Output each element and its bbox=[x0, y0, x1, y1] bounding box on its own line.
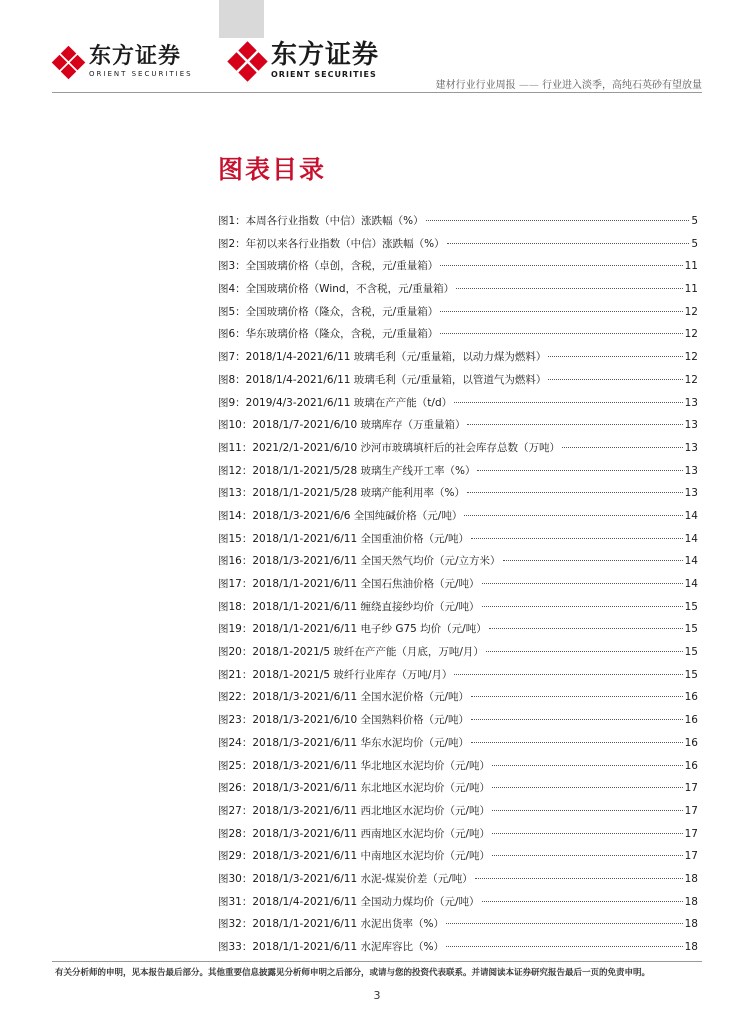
toc-item-label: 图6：华东玻璃价格（隆众，含税，元/重量箱） bbox=[218, 328, 439, 341]
toc-item[interactable] bbox=[218, 758, 698, 781]
toc-item-page: 14 bbox=[684, 555, 698, 568]
toc-item-label: 图11：2021/2/1-2021/6/10 沙河市玻璃填杆后的社会库存总数（万吨） bbox=[218, 441, 560, 454]
toc-item[interactable] bbox=[218, 803, 698, 826]
toc-item-page: 16 bbox=[684, 691, 698, 704]
toc-item-page: 17 bbox=[684, 782, 698, 795]
logo-mark-icon bbox=[229, 43, 265, 79]
toc-item[interactable] bbox=[218, 372, 698, 395]
toc-item[interactable] bbox=[218, 326, 698, 349]
toc-item-page: 13 bbox=[684, 464, 698, 477]
toc-item-label: 图27：2018/1/3-2021/6/11 西北地区水泥均价（元/吨） bbox=[218, 804, 491, 817]
logo-mark-icon bbox=[53, 47, 83, 77]
toc-item[interactable] bbox=[218, 826, 698, 849]
toc-item[interactable] bbox=[218, 939, 698, 962]
toc-item-label: 图1：本周各行业指数（中信）涨跌幅（%） bbox=[218, 215, 424, 227]
toc-item[interactable] bbox=[218, 236, 698, 259]
toc-item-page: 14 bbox=[684, 578, 698, 590]
toc-item-page: 13 bbox=[684, 419, 698, 432]
toc-item-page: 14 bbox=[684, 509, 698, 522]
toc-item[interactable] bbox=[218, 644, 698, 667]
toc-item-page: 18 bbox=[684, 941, 698, 953]
toc-item-label: 图14：2018/1/3-2021/6/6 全国纯碱价格（元/吨） bbox=[218, 509, 463, 522]
toc-item-label: 图26：2018/1/3-2021/6/11 东北地区水泥均价（元/吨） bbox=[218, 782, 491, 795]
toc-leader-dots bbox=[446, 946, 683, 947]
toc-leader-dots bbox=[562, 447, 683, 448]
toc-item[interactable] bbox=[218, 689, 698, 712]
toc-item[interactable] bbox=[218, 508, 698, 531]
toc-item-label: 图15：2018/1/1-2021/6/11 全国重油价格（元/吨） bbox=[218, 532, 470, 545]
toc-leader-dots bbox=[467, 424, 682, 425]
toc-leader-dots bbox=[475, 878, 683, 879]
toc-leader-dots bbox=[489, 628, 683, 629]
toc-leader-dots bbox=[477, 470, 682, 471]
toc-item[interactable] bbox=[218, 485, 698, 508]
toc-item-label: 图16：2018/1/3-2021/6/11 全国天然气均价（元/立方米） bbox=[218, 555, 501, 568]
toc-leader-dots bbox=[454, 674, 682, 675]
toc-item-label: 图24：2018/1/3-2021/6/11 华东水泥均价（元/吨） bbox=[218, 736, 470, 749]
toc-leader-dots bbox=[471, 696, 683, 697]
logo-en-text: ORIENT SECURITIES bbox=[271, 70, 377, 79]
orient-securities-logo-secondary bbox=[229, 42, 379, 79]
toc-leader-dots bbox=[548, 379, 682, 380]
toc-leader-dots bbox=[440, 265, 682, 266]
toc-leader-dots bbox=[447, 243, 690, 244]
toc-item-label: 图23：2018/1/3-2021/6/10 全国熟料价格（元/吨） bbox=[218, 714, 470, 727]
toc-leader-dots bbox=[426, 220, 690, 221]
toc-leader-dots bbox=[454, 402, 683, 403]
toc-leader-dots bbox=[492, 855, 683, 856]
toc-item-label: 图7：2018/1/4-2021/6/11 玻璃毛利（元/重量箱，以动力煤为燃料） bbox=[218, 351, 547, 364]
toc-item[interactable] bbox=[218, 871, 698, 894]
toc-item[interactable] bbox=[218, 553, 698, 576]
logo-cn-text: 东方证券 bbox=[89, 44, 182, 69]
toc-item-label: 图28：2018/1/3-2021/6/11 西南地区水泥均价（元/吨） bbox=[218, 827, 491, 840]
toc-item-page: 14 bbox=[684, 532, 698, 545]
toc-item-page: 15 bbox=[684, 600, 698, 613]
toc-item-label: 图25：2018/1/3-2021/6/11 华北地区水泥均价（元/吨） bbox=[218, 759, 491, 772]
toc-item-page: 12 bbox=[684, 328, 698, 341]
toc-title: 图表目录 bbox=[218, 155, 327, 184]
report-header-title bbox=[436, 76, 702, 91]
toc-item-label: 图21：2018/1-2021/5 玻纤行业库存（万吨/月） bbox=[218, 668, 453, 681]
toc-item-page: 11 bbox=[684, 283, 698, 296]
toc-item-page: 11 bbox=[684, 260, 698, 273]
footer-divider bbox=[52, 961, 702, 962]
toc-item[interactable] bbox=[218, 258, 698, 281]
toc-item-label: 图29：2018/1/3-2021/6/11 中南地区水泥均价（元/吨） bbox=[218, 850, 491, 863]
toc-item[interactable] bbox=[218, 531, 698, 554]
toc-item-label: 图5：全国玻璃价格（隆众，含税，元/重量箱） bbox=[218, 305, 439, 318]
orient-securities-logo bbox=[53, 46, 193, 78]
toc-item[interactable] bbox=[218, 281, 698, 304]
toc-leader-dots bbox=[464, 515, 682, 516]
toc-item[interactable] bbox=[218, 213, 698, 236]
toc-item-label: 图10：2018/1/7-2021/6/10 玻璃库存（万重量箱） bbox=[218, 419, 466, 432]
toc-leader-dots bbox=[446, 923, 683, 924]
header-separator: —— bbox=[518, 80, 539, 91]
toc-item[interactable] bbox=[218, 667, 698, 690]
toc-leader-dots bbox=[492, 810, 683, 811]
toc-leader-dots bbox=[471, 742, 683, 743]
toc-item-page: 17 bbox=[684, 804, 698, 817]
toc-item-label: 图19：2018/1/1-2021/6/11 电子纱 G75 均价（元/吨） bbox=[218, 623, 487, 636]
toc-leader-dots bbox=[492, 833, 683, 834]
toc-list bbox=[218, 213, 698, 962]
toc-item[interactable] bbox=[218, 916, 698, 939]
toc-item-page: 12 bbox=[684, 373, 698, 386]
toc-item-page: 15 bbox=[684, 646, 698, 659]
toc-item-page: 17 bbox=[684, 827, 698, 840]
toc-item-page: 13 bbox=[684, 487, 698, 500]
toc-item-page: 16 bbox=[684, 714, 698, 727]
toc-item[interactable] bbox=[218, 712, 698, 735]
toc-item-page: 18 bbox=[684, 895, 698, 908]
header-gray-tab bbox=[219, 0, 264, 38]
toc-leader-dots bbox=[486, 651, 683, 652]
toc-item-page: 13 bbox=[684, 441, 698, 454]
toc-item[interactable] bbox=[218, 848, 698, 871]
disclaimer-text: 有关分析师的申明，见本报告最后部分。其他重要信息披露见分析师申明之后部分，或请与您的投资代表联系。并请阅读本证券研究报告最后一页的免责申明。 bbox=[55, 968, 651, 978]
toc-leader-dots bbox=[482, 606, 683, 607]
toc-item[interactable] bbox=[218, 463, 698, 486]
toc-item[interactable] bbox=[218, 599, 698, 622]
toc-item-label: 图4：全国玻璃价格（Wind，不含税，元/重量箱） bbox=[218, 283, 455, 296]
report-subtitle: 行业进入淡季，高纯石英砂有望放量 bbox=[542, 80, 702, 91]
toc-item-page: 17 bbox=[684, 850, 698, 863]
toc-item-label: 图9：2019/4/3-2021/6/11 玻璃在产产能（t/d） bbox=[218, 396, 453, 409]
toc-leader-dots bbox=[482, 901, 683, 902]
toc-leader-dots bbox=[503, 560, 683, 561]
toc-item-label: 图2：年初以来各行业指数（中信）涨跌幅（%） bbox=[218, 237, 445, 250]
toc-item[interactable] bbox=[218, 894, 698, 917]
toc-leader-dots bbox=[471, 719, 683, 720]
toc-item[interactable] bbox=[218, 780, 698, 803]
toc-item-page: 16 bbox=[684, 759, 698, 772]
toc-item[interactable] bbox=[218, 735, 698, 758]
toc-leader-dots bbox=[456, 288, 683, 289]
toc-leader-dots bbox=[492, 765, 683, 766]
toc-item[interactable] bbox=[218, 440, 698, 463]
toc-item-label: 图8：2018/1/4-2021/6/11 玻璃毛利（元/重量箱，以管道气为燃料） bbox=[218, 373, 547, 386]
toc-item-page: 5 bbox=[691, 237, 698, 250]
toc-item-label: 图20：2018/1-2021/5 玻纤在产产能（月底，万吨/月） bbox=[218, 646, 484, 659]
toc-leader-dots bbox=[492, 787, 683, 788]
toc-leader-dots bbox=[440, 311, 682, 312]
toc-item-page: 13 bbox=[684, 396, 698, 409]
toc-item-page: 18 bbox=[684, 918, 698, 931]
toc-item-label: 图13：2018/1/1-2021/5/28 玻璃产能利用率（%） bbox=[218, 487, 465, 500]
toc-item-label: 图17：2018/1/1-2021/6/11 全国石焦油价格（元/吨） bbox=[218, 578, 480, 590]
toc-item[interactable] bbox=[218, 395, 698, 418]
toc-item-page: 5 bbox=[691, 215, 698, 227]
toc-item-label: 图18：2018/1/1-2021/6/11 缠绕直接纱均价（元/吨） bbox=[218, 600, 480, 613]
logo-cn-text: 东方证券 bbox=[271, 40, 380, 70]
toc-leader-dots bbox=[548, 356, 682, 357]
page-number: 3 bbox=[373, 989, 381, 1002]
toc-item-label: 图30：2018/1/3-2021/6/11 水泥-煤炭价差（元/吨） bbox=[218, 872, 473, 885]
toc-item-page: 12 bbox=[684, 305, 698, 318]
toc-item[interactable] bbox=[218, 417, 698, 440]
toc-item[interactable] bbox=[218, 621, 698, 644]
toc-leader-dots bbox=[471, 538, 683, 539]
toc-item-label: 图3：全国玻璃价格（卓创，含税，元/重量箱） bbox=[218, 260, 439, 273]
toc-item-page: 15 bbox=[684, 623, 698, 636]
toc-item-page: 18 bbox=[684, 872, 698, 885]
logo-en-text: ORIENT SECURITIES bbox=[89, 70, 193, 78]
toc-item-label: 图32：2018/1/1-2021/6/11 水泥出货率（%） bbox=[218, 918, 444, 931]
toc-item[interactable] bbox=[218, 349, 698, 372]
toc-item-page: 12 bbox=[684, 351, 698, 364]
report-series: 建材行业行业周报 bbox=[435, 80, 516, 91]
toc-item-label: 图12：2018/1/1-2021/5/28 玻璃生产线开工率（%） bbox=[218, 464, 476, 477]
header-divider bbox=[52, 92, 702, 93]
toc-leader-dots bbox=[467, 492, 683, 493]
toc-item-label: 图22：2018/1/3-2021/6/11 全国水泥价格（元/吨） bbox=[218, 691, 470, 704]
toc-item[interactable] bbox=[218, 576, 698, 599]
toc-leader-dots bbox=[440, 333, 682, 334]
toc-item-label: 图33：2018/1/1-2021/6/11 水泥库容比（%） bbox=[218, 941, 444, 953]
toc-item[interactable] bbox=[218, 304, 698, 327]
toc-item-page: 16 bbox=[684, 736, 698, 749]
toc-leader-dots bbox=[482, 583, 683, 584]
toc-item-page: 15 bbox=[684, 668, 698, 681]
toc-item-label: 图31：2018/1/4-2021/6/11 全国动力煤均价（元/吨） bbox=[218, 895, 480, 908]
